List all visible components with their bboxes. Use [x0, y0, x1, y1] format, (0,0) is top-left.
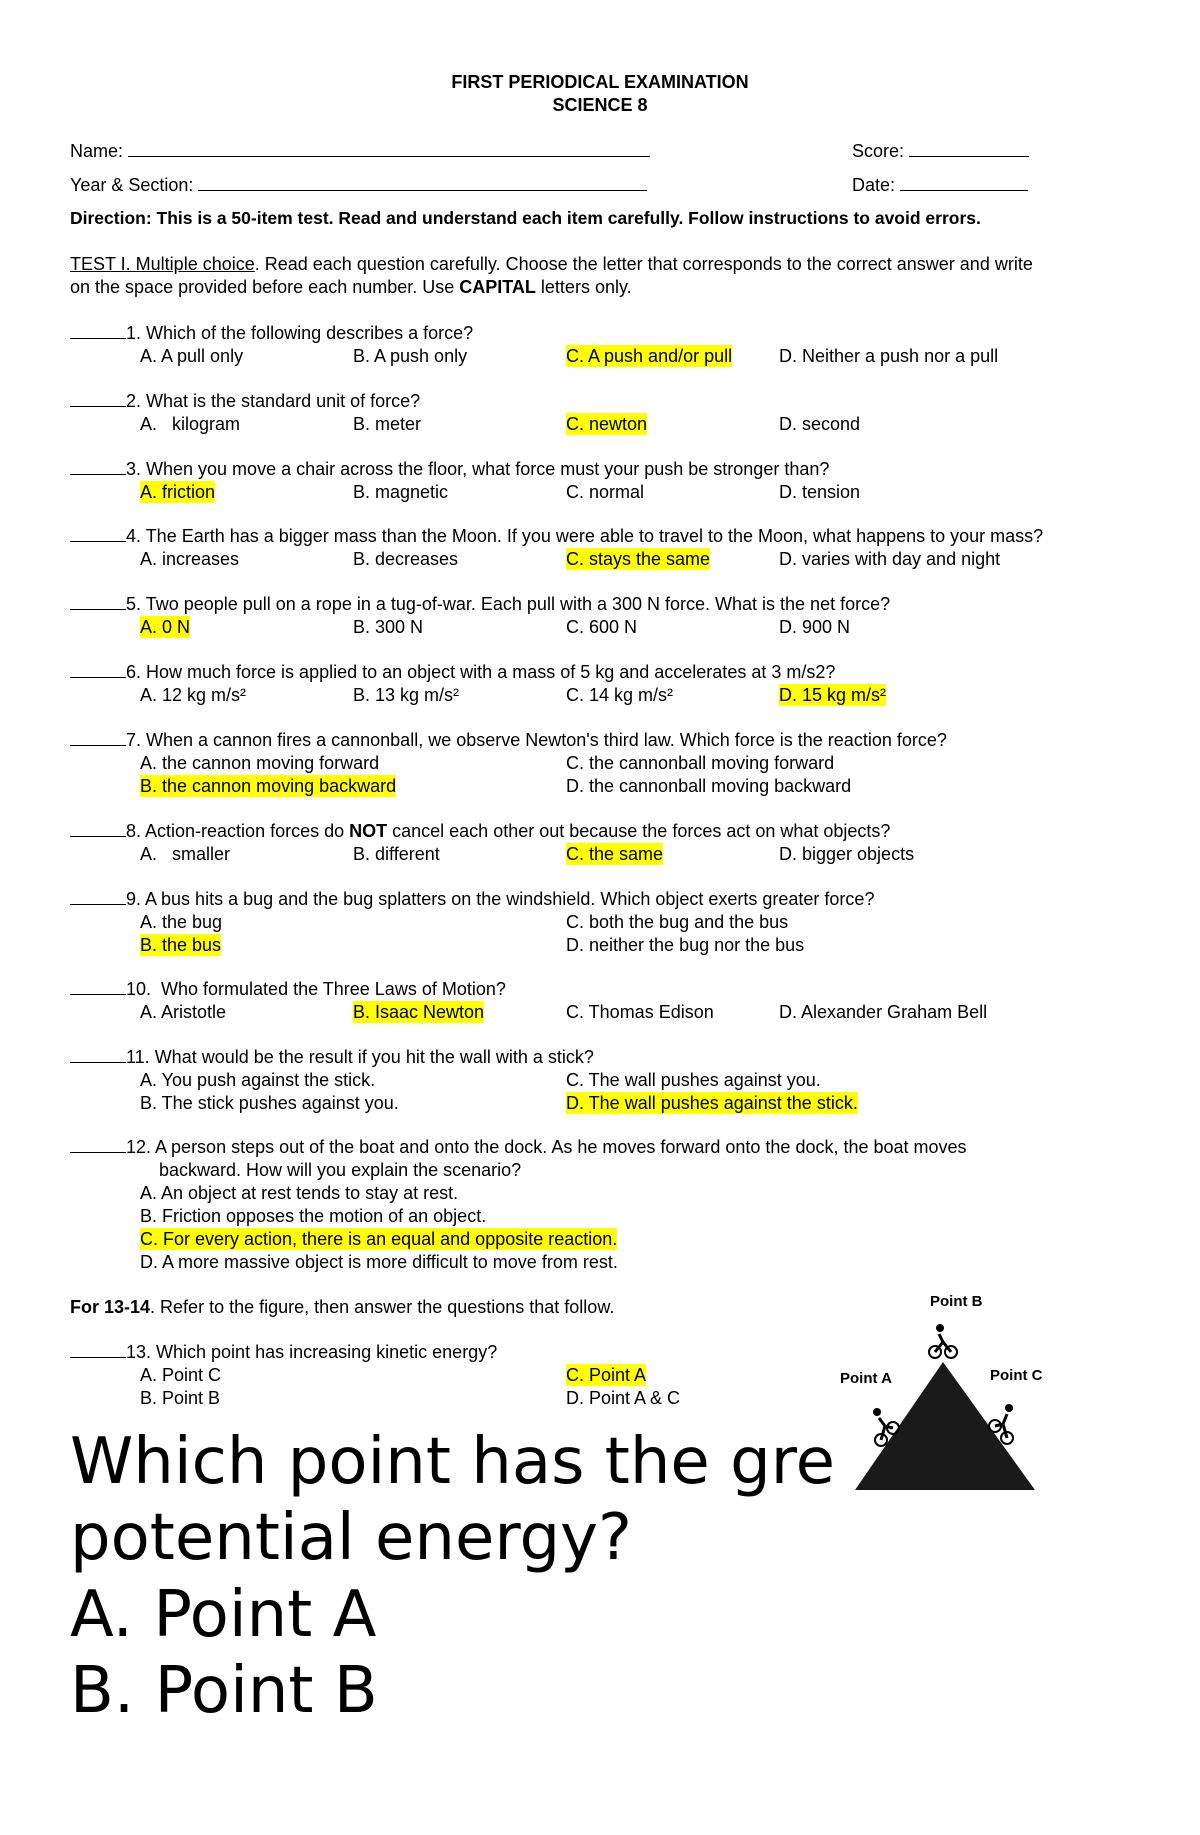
q4-choice-b: B. decreases	[353, 549, 459, 569]
question-13	[70, 1341, 497, 1363]
q8-choice-c: C. the same	[566, 844, 664, 864]
question-5-text: 5. Two people pull on a rope in a tug-of-war. Each pull with a 300 N force. What is the net force?	[126, 594, 891, 614]
test1-instr-b: on the space provided before each number. Use	[70, 277, 460, 297]
for-13-14-rest: . Refer to the figure, then answer the questions that follow.	[150, 1297, 615, 1317]
q13-choice-a: A. Point C	[140, 1365, 222, 1385]
q13-choice-c: C. Point A	[566, 1365, 647, 1385]
q2-choice-b: B. meter	[353, 414, 422, 434]
answer-blank-6[interactable]	[70, 661, 126, 678]
question-2-text: 2. What is the standard unit of force?	[126, 391, 421, 411]
exam-subject: SCIENCE 8	[552, 95, 648, 115]
q2-choice-a: A. kilogram	[140, 414, 241, 434]
q11-choice-a: A. You push against the stick.	[140, 1070, 376, 1090]
q9-choice-a: A. the bug	[140, 912, 223, 932]
q6-choice-b: B. 13 kg m/s²	[353, 685, 460, 705]
question-9	[70, 888, 874, 910]
year-section-line	[198, 173, 647, 191]
q7-choice-a: A. the cannon moving forward	[140, 753, 380, 773]
q7-choice-c: C. the cannonball moving forward	[566, 753, 835, 773]
q10-choice-c: C. Thomas Edison	[566, 1002, 714, 1022]
question-1	[70, 322, 473, 344]
question-10	[70, 978, 506, 1000]
q3-choice-c: C. normal	[566, 482, 645, 502]
answer-blank-11[interactable]	[70, 1046, 126, 1063]
question-6	[70, 661, 835, 683]
answer-blank-7[interactable]	[70, 729, 126, 746]
answer-blank-8[interactable]	[70, 820, 126, 837]
q8-choice-d: D. bigger objects	[779, 844, 915, 864]
name-field[interactable]	[70, 139, 650, 162]
answer-blank-12[interactable]	[70, 1136, 126, 1153]
figure-label-point-a: Point A	[840, 1370, 892, 1387]
question-5	[70, 593, 890, 615]
question-13-text: 13. Which point has increasing kinetic energy?	[126, 1342, 498, 1362]
q6-choice-d: D. 15 kg m/s²	[779, 685, 887, 705]
question-4-text: 4. The Earth has a bigger mass than the Moon. If you were able to travel to the Moon, what happens to your mass?	[126, 526, 1044, 546]
mountain-figure	[835, 1290, 1055, 1500]
score-field[interactable]	[852, 139, 1029, 162]
q3-choice-b: B. magnetic	[353, 482, 449, 502]
name-line	[128, 139, 650, 157]
q10-choice-a: A. Aristotle	[140, 1002, 227, 1022]
q4-choice-a: A. increases	[140, 549, 240, 569]
answer-blank-13[interactable]	[70, 1341, 126, 1358]
score-label: Score:	[852, 141, 905, 161]
test1-instr-bold: CAPITAL	[459, 277, 536, 297]
q6-choice-a: A. 12 kg m/s²	[140, 685, 247, 705]
direction-text: Direction: This is a 50-item test. Read and understand each item carefully. Follow instructions to avoid errors.	[70, 208, 981, 228]
q2-choice-c: C. newton	[566, 414, 648, 434]
question-12-text-b: backward. How will you explain the scenario?	[159, 1160, 522, 1180]
q12-choice-b: B. Friction opposes the motion of an object.	[140, 1206, 487, 1226]
question-8-text-b: cancel each other out because the forces act on what objects?	[387, 821, 891, 841]
question-1-text: 1. Which of the following describes a force?	[126, 323, 474, 343]
q12-choice-a: A. An object at rest tends to stay at rest.	[140, 1183, 459, 1203]
question-2	[70, 390, 420, 412]
q7-choice-d: D. the cannonball moving backward	[566, 776, 852, 796]
q12-choice-c: C. For every action, there is an equal and opposite reaction.	[140, 1229, 618, 1249]
q3-choice-a: A. friction	[140, 482, 216, 502]
answer-blank-3[interactable]	[70, 458, 126, 475]
test1-heading: TEST I. Multiple choice	[70, 254, 255, 274]
test1-instructions-line2	[70, 276, 632, 298]
q9-choice-c: C. both the bug and the bus	[566, 912, 789, 932]
q10-choice-d: D. Alexander Graham Bell	[779, 1002, 988, 1022]
q1-choice-d: D. Neither a push nor a pull	[779, 346, 999, 366]
question-4	[70, 525, 1043, 547]
score-line	[909, 139, 1029, 157]
date-line	[900, 173, 1028, 191]
for-13-14-instructions	[70, 1296, 614, 1318]
q4-choice-c: C. stays the same	[566, 549, 711, 569]
year-section-label: Year & Section:	[70, 175, 194, 195]
q9-choice-b: B. the bus	[140, 935, 222, 955]
date-field[interactable]	[852, 173, 1028, 196]
answer-blank-5[interactable]	[70, 593, 126, 610]
q9-choice-d: D. neither the bug nor the bus	[566, 935, 805, 955]
for-13-14-bold: For 13-14	[70, 1297, 151, 1317]
question-11	[70, 1046, 594, 1068]
test1-instr-c: letters only.	[535, 277, 632, 297]
q13-choice-d: D. Point A & C	[566, 1388, 681, 1408]
exam-title: FIRST PERIODICAL EXAMINATION	[451, 72, 749, 92]
overlay-choice-a: A. Point A	[70, 1578, 377, 1652]
name-label: Name:	[70, 141, 124, 161]
question-9-text: 9. A bus hits a bug and the bug splatters on the windshield. Which object exerts greater force?	[126, 889, 875, 909]
q1-choice-c: C. A push and/or pull	[566, 346, 733, 366]
question-3	[70, 458, 829, 480]
q3-choice-d: D. tension	[779, 482, 861, 502]
q1-choice-a: A. A pull only	[140, 346, 244, 366]
question-8-text-bold: NOT	[349, 821, 388, 841]
q11-choice-d: D. The wall pushes against the stick.	[566, 1093, 858, 1113]
q5-choice-c: C. 600 N	[566, 617, 638, 637]
q4-choice-d: D. varies with day and night	[779, 549, 1001, 569]
overlay-question-line1: Which point has the gre	[70, 1425, 836, 1499]
q12-choice-d: D. A more massive object is more difficult to move from rest.	[140, 1252, 618, 1272]
q8-choice-a: A. smaller	[140, 844, 231, 864]
q7-choice-b: B. the cannon moving backward	[140, 776, 397, 796]
q13-choice-b: B. Point B	[140, 1388, 221, 1408]
q5-choice-d: D. 900 N	[779, 617, 851, 637]
question-10-text: 10. Who formulated the Three Laws of Motion?	[126, 979, 506, 999]
question-3-text: 3. When you move a chair across the floor, what force must your push be stronger than?	[126, 459, 830, 479]
overlay-choice-b: B. Point B	[70, 1654, 378, 1728]
overlay-question-line2: potential energy?	[70, 1501, 632, 1575]
question-11-text: 11. What would be the result if you hit the wall with a stick?	[126, 1047, 594, 1067]
question-12	[70, 1136, 967, 1158]
q2-choice-d: D. second	[779, 414, 861, 434]
answer-blank-10[interactable]	[70, 978, 126, 995]
answer-blank-1[interactable]	[70, 322, 126, 339]
test1-instr-a: . Read each question carefully. Choose the letter that corresponds to the correct answer and write	[254, 254, 1033, 274]
q5-choice-a: A. 0 N	[140, 617, 191, 637]
q8-choice-b: B. different	[353, 844, 440, 864]
question-7	[70, 729, 947, 751]
year-section-field[interactable]	[70, 173, 647, 196]
question-8	[70, 820, 890, 842]
q11-choice-b: B. The stick pushes against you.	[140, 1093, 399, 1113]
q5-choice-b: B. 300 N	[353, 617, 424, 637]
q10-choice-b: B. Isaac Newton	[353, 1002, 485, 1022]
answer-blank-4[interactable]	[70, 525, 126, 542]
q11-choice-c: C. The wall pushes against you.	[566, 1070, 821, 1090]
figure-label-point-b: Point B	[930, 1293, 983, 1310]
date-label: Date:	[852, 175, 896, 195]
figure-label-point-c: Point C	[990, 1367, 1043, 1384]
test1-instructions-line1	[70, 253, 1033, 275]
q6-choice-c: C. 14 kg m/s²	[566, 685, 674, 705]
answer-blank-2[interactable]	[70, 390, 126, 407]
q1-choice-b: B. A push only	[353, 346, 468, 366]
question-8-text-a: 8. Action-reaction forces do	[126, 821, 350, 841]
question-6-text: 6. How much force is applied to an object with a mass of 5 kg and accelerates at 3 m/s2?	[126, 662, 836, 682]
question-12-text-a: 12. A person steps out of the boat and onto the dock. As he moves forward onto the dock, the boat moves	[126, 1137, 967, 1157]
question-7-text: 7. When a cannon fires a cannonball, we observe Newton's third law. Which force is the reaction force?	[126, 730, 947, 750]
answer-blank-9[interactable]	[70, 888, 126, 905]
